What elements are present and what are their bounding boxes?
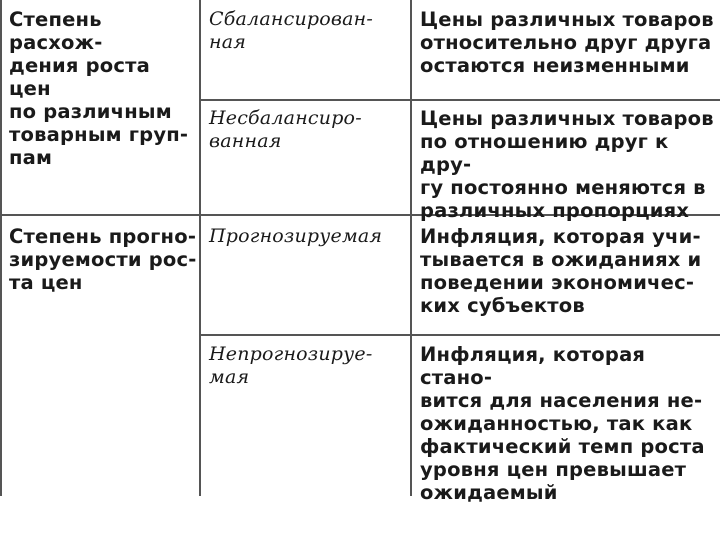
type-name-cell: Непрогнозируе- мая [209, 343, 373, 388]
row-divider-sub-2 [199, 334, 720, 336]
type-name-cell: Несбалансиро- ванная [209, 107, 362, 152]
type-description-cell: Цены различных товаров относительно друг друга остаются неизменными [420, 8, 714, 77]
column-divider-2 [410, 0, 412, 496]
type-description-cell: Инфляция, которая стано- вится для населения не- ожиданностью, так как фактический темп роста уровня цен превышает ожидаемый [420, 343, 705, 504]
criterion-cell: Степень расхож- дения роста цен по различным товарным груп- пам [9, 8, 189, 169]
type-name-cell: Прогнозируемая [209, 225, 383, 247]
type-description-cell: Цены различных товаров по отношению друг к дру- гу постоянно меняются в различных пропорциях [420, 107, 714, 222]
left-border [0, 0, 2, 496]
row-divider-sub-1 [199, 99, 720, 101]
criterion-cell: Степень прогно- зируемости рос- та цен [9, 225, 197, 294]
column-divider-1 [199, 0, 201, 496]
type-description-cell: Инфляция, которая учи- тывается в ожиданиях и поведении экономичес- ких субъектов [420, 225, 702, 317]
type-name-cell: Сбалансирован- ная [209, 8, 374, 53]
